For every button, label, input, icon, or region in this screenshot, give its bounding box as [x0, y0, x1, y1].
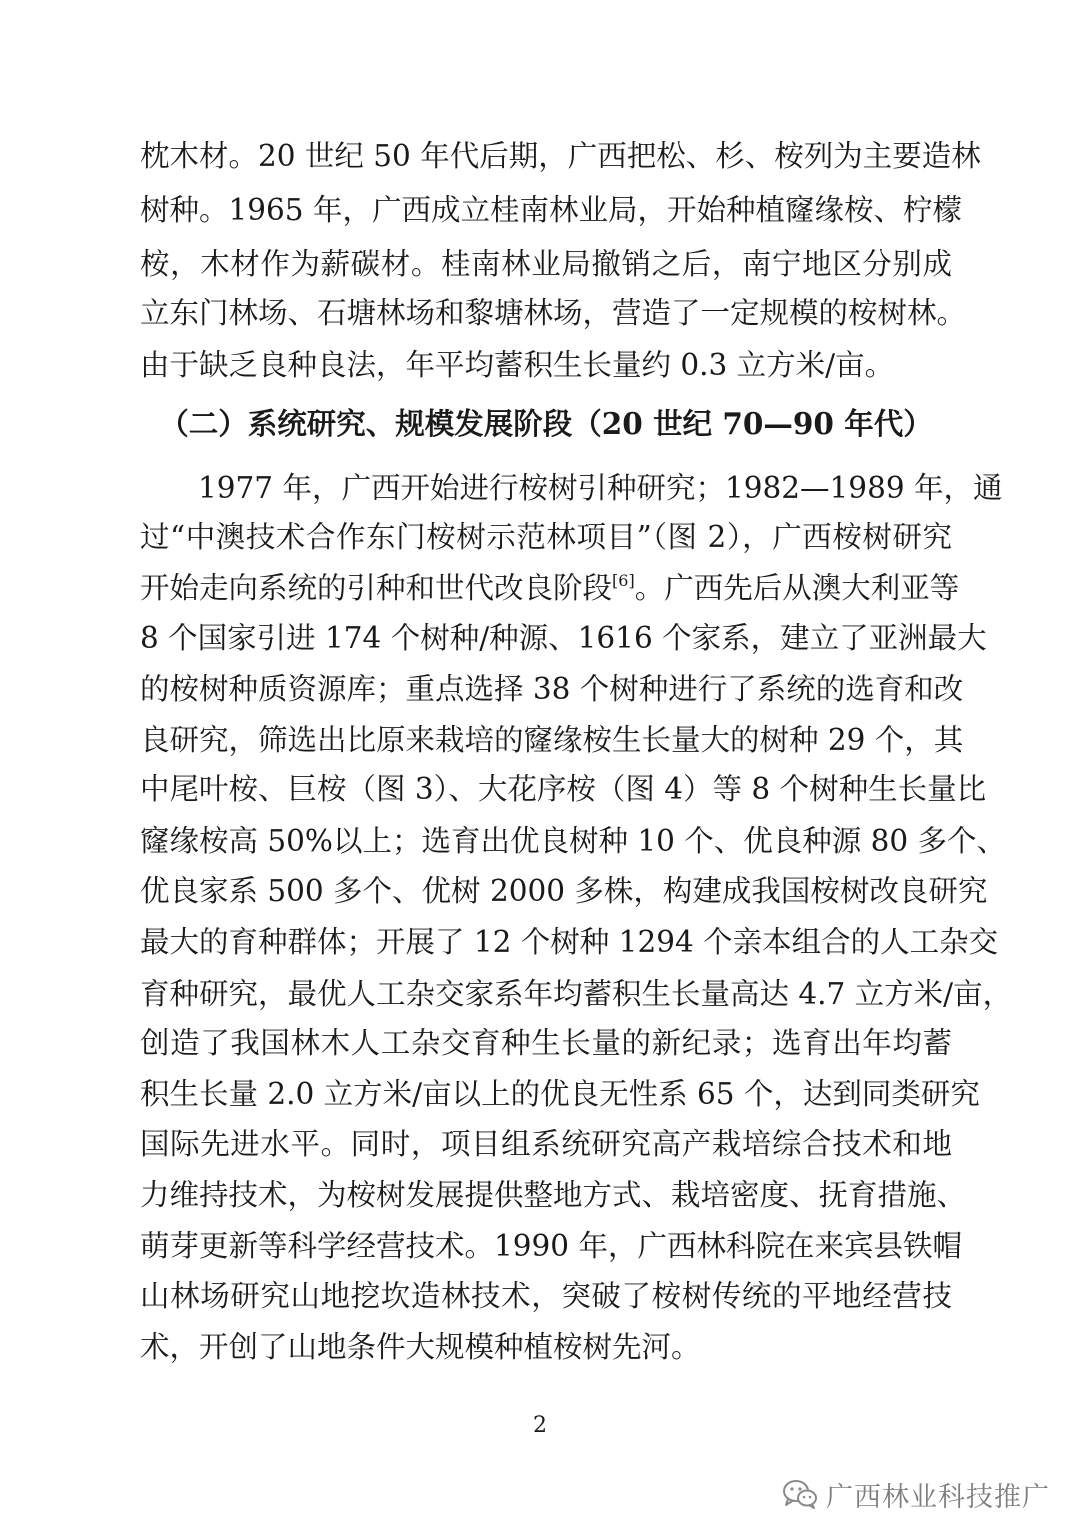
section-heading: （二）系统研究、规模发展阶段（20 世纪 70—90 年代） [159, 406, 933, 441]
paragraph-1-line-5: 由于缺乏良种良法，年平均蓄积生长量约 0.3 立方米/亩。 [140, 348, 895, 382]
paragraph-2-line-8: 窿缘桉高 50%以上；选育出优良树种 10 个、优良种源 80 多个、 [140, 824, 1007, 858]
page-number: 2 [533, 1413, 547, 1438]
paragraph-2-line-1: 1977 年，广西开始进行桉树引种研究；1982—1989 年，通 [198, 471, 1003, 505]
paragraph-2-line-2: 过“中澳技术合作东门桉树示范林项目”（图 2），广西桉树研究 [140, 520, 952, 554]
citation-reference: [6] [612, 571, 635, 590]
paragraph-2-line-16: 萌芽更新等科学经营技术。1990 年，广西林科院在来宾县铁帽 [140, 1229, 962, 1263]
paragraph-2-line-9: 优良家系 500 多个、优树 2000 多株，构建成我国桉树改良研究 [140, 874, 988, 908]
paragraph-2-line-3-text-a: 开始走向系统的引种和世代改良阶段 [140, 571, 613, 605]
paragraph-2-line-10: 最大的育种群体；开展了 12 个树种 1294 个亲本组合的人工杂交 [140, 925, 999, 959]
paragraph-2-line-4: 8 个国家引进 174 个树种/种源、1616 个家系，建立了亚洲最大 [140, 621, 987, 655]
paragraph-2-line-13: 积生长量 2.0 立方米/亩以上的优良无性系 65 个，达到同类研究 [140, 1077, 980, 1111]
paragraph-2-line-17: 山林场研究山地挖坎造林技术，突破了桉树传统的平地经营技 [140, 1279, 952, 1313]
paragraph-1-line-1: 枕木材。20 世纪 50 年代后期，广西把松、杉、桉列为主要造林 [140, 139, 981, 173]
paragraph-2-line-11: 育种研究，最优人工杂交家系年均蓄积生长量高达 4.7 立方米/亩， [140, 977, 1013, 1011]
paragraph-2-line-7: 中尾叶桉、巨桉（图 3）、大花序桉（图 4）等 8 个树种生长量比 [140, 772, 987, 806]
paragraph-2-line-6: 良研究，筛选出比原来栽培的窿缘桉生长量大的树种 29 个，其 [140, 723, 964, 757]
paragraph-2-line-3 [140, 562, 960, 614]
paragraph-1-line-3: 桉，木材作为薪碳材。桂南林业局撤销之后，南宁地区分别成 [140, 247, 952, 281]
wechat-icon [782, 1479, 818, 1509]
paragraph-2-line-5: 的桉树种质资源库；重点选择 38 个树种进行了系统的选育和改 [140, 672, 964, 706]
paragraph-1-line-4: 立东门林场、石塘林场和黎塘林场，营造了一定规模的桉树林。 [140, 296, 967, 330]
paragraph-2-line-3-text-b: 。广西先后从澳大利亚等 [634, 571, 960, 605]
paragraph-2-line-18: 术，开创了山地条件大规模种植桉树先河。 [140, 1330, 701, 1364]
watermark-text: 广西林业科技推广 [826, 1481, 1050, 1513]
paragraph-2-line-15: 力维持技术，为桉树发展提供整地方式、栽培密度、抚育措施、 [140, 1178, 967, 1212]
watermark [782, 1474, 1050, 1514]
paragraph-1-line-2: 树种。1965 年，广西成立桂南林业局，开始种植窿缘桉、柠檬 [140, 193, 962, 227]
paragraph-2-line-14: 国际先进水平。同时，项目组系统研究高产栽培综合技术和地 [140, 1127, 952, 1161]
paragraph-2-line-12: 创造了我国林木人工杂交育种生长量的新纪录；选育出年均蓄 [140, 1026, 952, 1060]
